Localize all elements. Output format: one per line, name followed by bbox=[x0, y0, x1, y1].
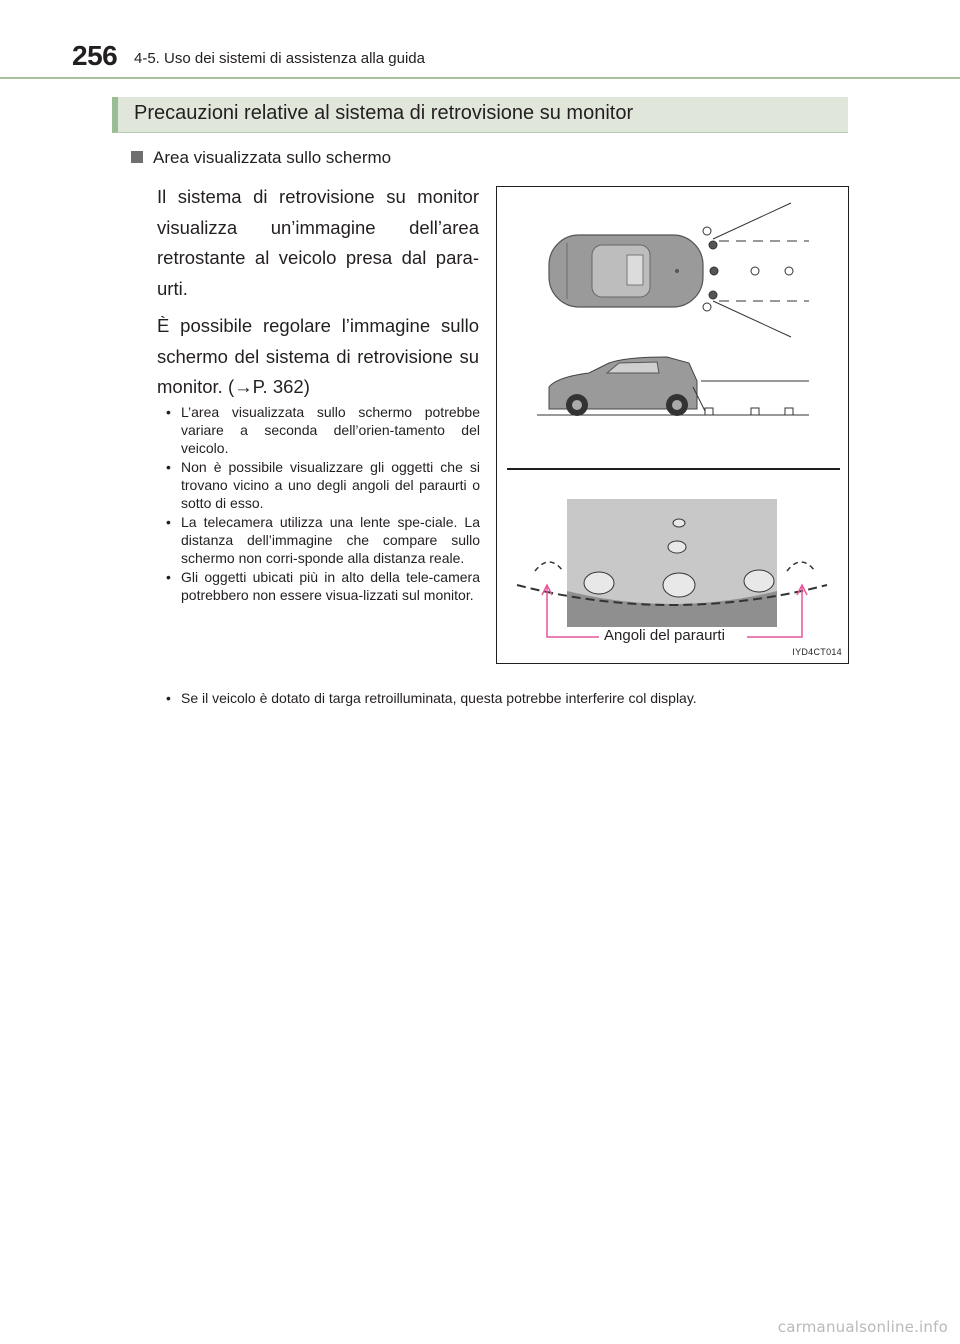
detection-area-icon bbox=[703, 203, 809, 337]
bullet-item: • La telecamera utilizza una lente spe-ciale. La distanza dell’immagine che compare sullo schermo non corri-sponde alla distanza reale. bbox=[162, 513, 480, 567]
bullet-item-full-width: • Se il veicolo è dotato di targa retroilluminata, questa potrebbe interferire col display. bbox=[162, 689, 881, 707]
bullet-item: • Gli oggetti ubicati più in alto della tele-camera potrebbero non essere visua-lizzati sul monitor. bbox=[162, 568, 480, 604]
subheading-text: Area visualizzata sullo schermo bbox=[153, 148, 392, 167]
paragraph-1: Il sistema di retrovisione su monitor visualizza un’immagine dell’area retrostante al veicolo presa dal para-urti. bbox=[157, 186, 479, 299]
bullet-item: • Non è possibile visualizzare gli oggetti che si trovano vicino a uno degli angoli del paraurti o sotto di esso. bbox=[162, 458, 480, 512]
section-title: Precauzioni relative al sistema di retrovisione su monitor bbox=[134, 102, 634, 124]
bullet-list bbox=[162, 403, 480, 605]
square-bullet-icon bbox=[131, 151, 143, 163]
car-top-view-icon bbox=[549, 235, 703, 307]
chapter-title: 4-5. Uso dei sistemi di assistenza alla guida bbox=[134, 50, 425, 67]
bullet-item: • L’area visualizzata sullo schermo potrebbe variare a seconda dell’orien-tamento del veicolo. bbox=[162, 403, 480, 457]
car-side-view-icon bbox=[537, 357, 809, 416]
monitor-view-icon bbox=[517, 499, 827, 627]
header-rule bbox=[0, 77, 960, 79]
section-band bbox=[112, 97, 848, 133]
rear-camera-illustration bbox=[497, 187, 849, 664]
subheading bbox=[131, 148, 391, 168]
figure-code: IYD4CT014 bbox=[792, 647, 842, 657]
rear-camera-figure bbox=[496, 186, 849, 664]
page-number: 256 bbox=[72, 40, 118, 71]
callout-label: Angoli del paraurti bbox=[601, 627, 728, 644]
paragraph-2: È possibile regolare l’immagine sullo schermo del sistema di retrovisione su monitor. (→P. 362) bbox=[157, 315, 479, 397]
watermark: carmanualsonline.info bbox=[777, 1318, 948, 1336]
